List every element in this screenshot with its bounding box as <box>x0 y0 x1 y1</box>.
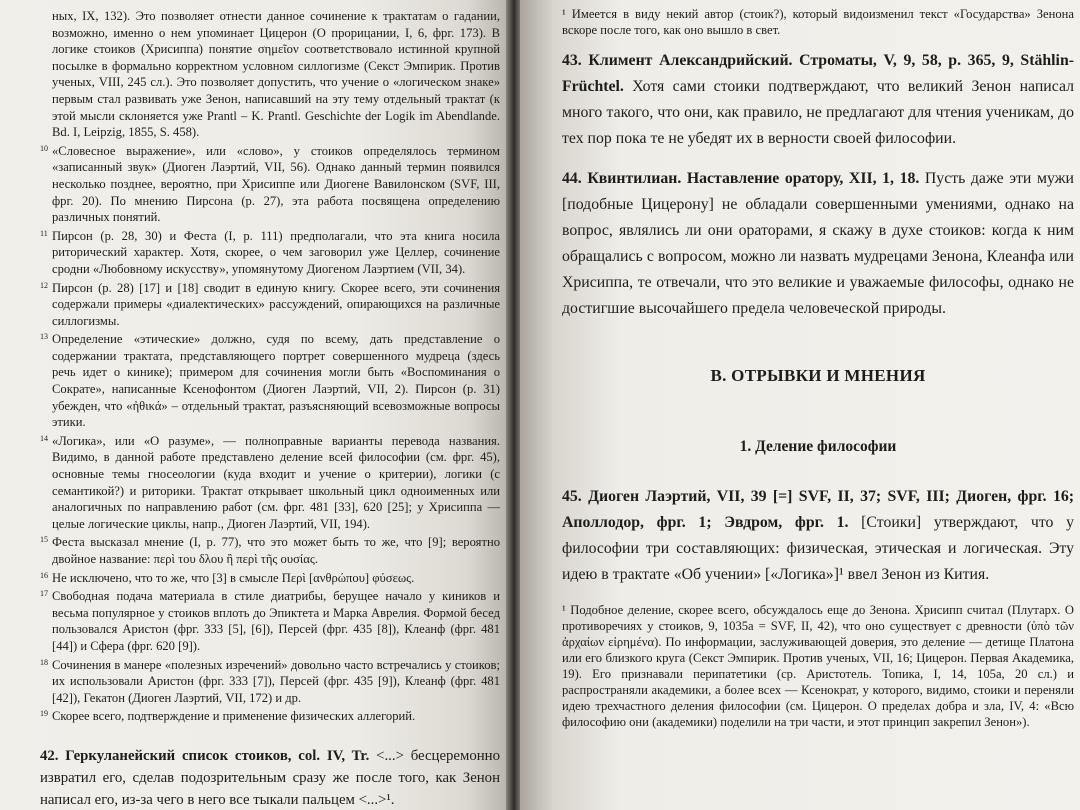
footnote-item <box>40 706 500 725</box>
footnote-item <box>40 586 500 654</box>
fragment-44-heading: 44. Квинтилиан. Наставление оратору, XII, 1, 18. <box>562 170 920 187</box>
footnote-number: 14 <box>40 433 48 443</box>
fragment-45 <box>562 484 1074 588</box>
footnote-number: 19 <box>40 709 48 719</box>
footnote-text: Скорее всего, подтверждение и применение физических аллегорий. <box>52 709 416 724</box>
fragment-43-heading: 43. Климент Александрийский. Строматы, V, 9, 58, р. 365, 9, Stählin-Früchtel. <box>562 52 1074 95</box>
footnotes-list <box>40 8 500 725</box>
footnote-item <box>40 568 500 587</box>
footnote-item <box>40 141 500 226</box>
footnote-number: 18 <box>40 657 48 667</box>
footnote-text: Пирсон (р. 28, 30) и Феста (I, р. 111) предполагали, что эта книга носила риторический характер. Хотя, скорее, о чем заговорил уже Целлер, сочинение сродни «Любовному искусству», упомянутому Диогеном Лаэртием (VII, 34). <box>52 228 500 276</box>
section-title: В. ОТРЫВКИ И МНЕНИЯ <box>710 366 926 385</box>
footnote-text: Пирсон (р. 28) [17] и [18] сводит в единую книгу. Скорее всего, эти сочинения содержали примеры «диалектических» рассуждений, опирающихся на различные силлогизмы. <box>52 280 500 328</box>
fragment-44-text: Пусть даже эти мужи [подобные Цицерону] не обладали совершенными умениями, однако на вопрос, являлись ли они ораторами, я скажу в духе стоиков: когда к ним обращались с вопросом, можно ли назвать мудрецами Зенона, Клеанфа или Хрисиппа, те отвечали, что это великие и уважаемые философы, однако не достигшие высочайшего предела человеческой природы. <box>562 170 1075 317</box>
footnote-text: ных, IX, 132). Это позволяет отнести данное сочинение к трактатам о гадании, возможно, именно о нем упоминает Цицерон (О прорицании, I, 6, фрг. 173). В логике стоиков (Хрисиппа) понятие σημεῖον соответствовало истинной крупной посылке в формально корректном условном силлогизме (Секст Эмпирик. Против ученых, VIII, 245 сл.). Это позволяет допустить, что учение о «логическом знаке» первым стал развивать уже Зенон, написавший на эту тему отдельный трактат (к этой мысли склоняется уже Prantl – K. Prantl. Geschichte der Logik im Abendlande. Bd. I, Leipzig, 1855, S. 458). <box>52 9 500 140</box>
bottom-footnote-text: Подобное деление, скорее всего, обсуждалось еще до Зенона. Хрисипп считал (Плутарх. О противоречиях у стоиков, 9, 1035а = SVF, II, 42), что оно существует с древности (ὑπὸ τῶν ἀρχαίων εἰρημένα). По информации, заслуживающей доверия, это деление — детище Платона или его близкого круга (Секст Эмпирик. Против ученых, VII, 16; Цицерон. Первая Академика, 19). Его признавали перипатетики (ср. Аристотель. Топика, I, 14, 105а, 20 сл.) и распространяли академики, а более всех — Ксенократ, у которого, видимо, стоики и переняли идею трехчастного деления философии (см. Цицерон. О пределах добра и зла, IV, 4: «Всю философию они (академики) поделили на три части, и этот принцип закрепил Зенон»). <box>562 603 1074 729</box>
footnote-number: 13 <box>40 332 48 342</box>
fragment-45-heading: 45. Диоген Лаэртий, VII, 39 [=] SVF, II, 37; SVF, III; Диоген, фрг. 16; Аполлодор, фрг. 1; Эвдром, фрг. 1. <box>562 488 1074 531</box>
footnote-item <box>40 532 500 567</box>
footnote-item <box>40 329 500 431</box>
fragment-45-text: [Стоики] утверждают, что у философии три составляющих: физическая, этическая и логическая. Эту идею в трактате «Об учении» [«Логика»]¹ ввел Зенон из Кития. <box>562 514 1074 583</box>
footnote-text: Сочинения в манере «полезных изречений» довольно часто встречались у стоиков; их использовали Аристон (фрг. 333 [7]), Персей (фрг. 435 [9]), Клеанф (фрг. 481 [42]), Гекатон (Диоген Лаэртий, VII, 172) и др. <box>52 657 500 705</box>
footnote-text: Феста высказал мнение (I, р. 77), что это может быть то же, что [9]; вероятно двойное название: περὶ του δλου ἢ περὶ τῆς ουσίας. <box>52 535 500 566</box>
footnote-number: 16 <box>40 570 48 580</box>
top-footnote-text: Имеется в виду некий автор (стоик?), который видоизменил текст «Государства» Зенона вскоре после того, как оно вышло в свет. <box>562 7 1074 37</box>
fragment-42-heading: 42. Геркуланейский список стоиков, col. IV, Tr. <box>40 747 370 764</box>
footnote-item <box>40 278 500 330</box>
footnote-item <box>40 226 500 278</box>
fragment-43-text: Хотя сами стоики подтверждают, что великий Зенон написал много такого, что они, как правило, не предлагают для чтения ученикам, до тех пор пока те не убедят их в верности своей философии. <box>562 78 1074 147</box>
footnote-text: Определение «этические» должно, судя по всему, дать представление о содержании трактата, представляющего портрет совершенного мудреца (здесь речь идет о кинике); примером для сочинения могли быть «Воспоминания о Сократе», написанные Ксенофонтом (Диоген Лаэртий, VII, 2). Пирсон (р. 31) убежден, что «ἠθικά» – отдельный трактат, разъясняющий всевозможные вопросы этики. <box>52 332 500 430</box>
bottom-footnote <box>562 602 1074 730</box>
footnote-text: Не исключено, что то же, что [3] в смысле Περὶ [ανθρώπου] φύσεως. <box>52 570 415 585</box>
top-footnote <box>562 6 1074 38</box>
fragment-43 <box>562 48 1074 152</box>
top-footnote-number: ¹ <box>562 7 566 21</box>
fragment-42 <box>40 745 500 810</box>
footnote-text: «Логика», или «О разуме», — полноправные варианты перевода названия. Видимо, в данной работе представлено деление всей философии (см. фрг. 45), основные темы гносеологии (куда входит и учение о критерии), логики (с семантикой?) и риторики. Трактат открывает школьный цикл одноименных или аналогичных по направлению работ (см. фрг. 481 [33], 620 [25]; у Хрисиппа — целые логические циклы, напр., Диоген Лаэртий, VII, 194). <box>52 433 500 531</box>
subsection-title: 1. Деление философии <box>739 438 897 455</box>
right-page <box>520 0 1080 810</box>
footnote-number: 17 <box>40 589 48 599</box>
footnote-number: 11 <box>40 228 48 238</box>
left-page <box>0 0 508 810</box>
footnote-item <box>40 431 500 533</box>
footnote-item <box>52 8 500 141</box>
footnote-number: 10 <box>40 143 48 153</box>
footnote-text: «Словесное выражение», или «слово», у стоиков определялось термином «записанный звук» (Диоген Лаэртий, VII, 56). Однако данный термин появился несколько позднее, вероятно, при Хрисиппе или Диогене Вавилонском (SVF, III, фрг. 20). По мнению Пирсона (р. 27), эта работа посвящена определению различных понятий. <box>52 143 500 225</box>
fragment-44 <box>562 166 1074 322</box>
fragment-42-text: <...> бесцеремонно извратил его, сделав подозрительным сразу же после того, как Зенон написал его, из-за чего в него все тыкали пальцем <...>¹. <box>40 747 500 808</box>
bottom-footnote-number: ¹ <box>562 603 566 617</box>
footnote-number: 15 <box>40 535 48 545</box>
footnote-text: Свободная подача материала в стиле диатрибы, берущее начало у киников и весьма популярное у стоиков вплоть до Эпиктета и Марка Аврелия. Формой бесед пользовался Аристон (фрг. 333 [5], [6]), Персей (фрг. 435 [8]), Клеанф (фрг. 481 [44]) и Сфера (фрг. 620 [9]). <box>52 589 500 653</box>
footnote-item <box>40 655 500 707</box>
footnote-number: 12 <box>40 280 48 290</box>
